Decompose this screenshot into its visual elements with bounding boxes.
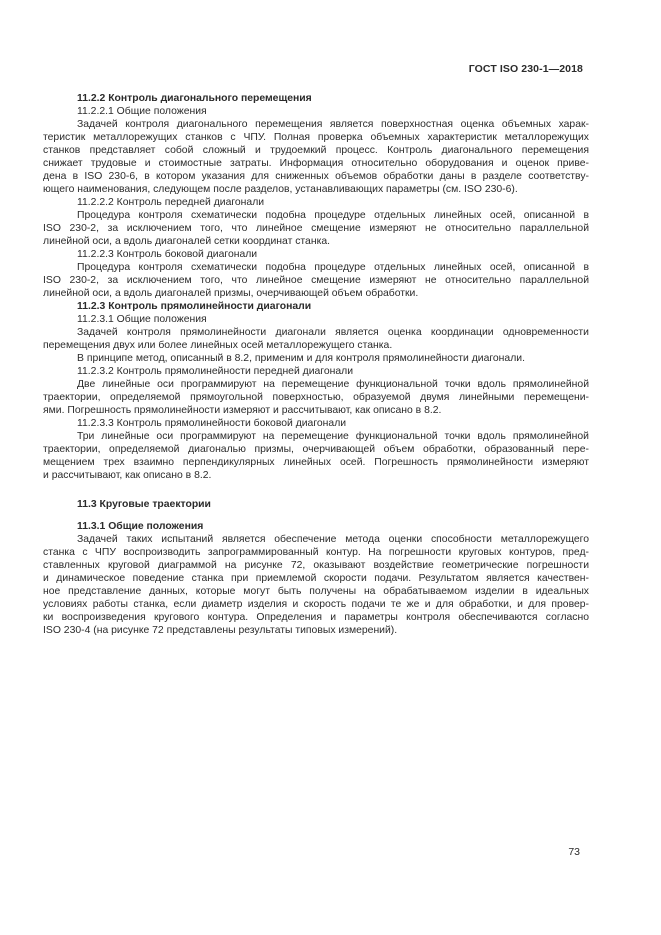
- paragraph-line: ставленных круговой диаграммой на рисунке 72, оказывают воздействие геометрические погрешности: [43, 560, 589, 571]
- section-heading: 11.3 Круговые траектории: [77, 499, 211, 510]
- paragraph-line: станков представляет собой сложный и трудоемкий процесс. Контроль диагонального перемещения: [43, 145, 589, 156]
- paragraph-line: снижает трудовые и стоимостные затраты. Информация относительно оборудования и оценок приве-: [43, 158, 589, 169]
- paragraph-line: дена в ISO 230-6, в котором указания для сниженных объемов обработки даны в разделе соответству-: [43, 171, 589, 182]
- subsection-heading: 11.2.3.2 Контроль прямолинейности передней диагонали: [77, 366, 354, 377]
- paragraph-line: ISO 230-4 (на рисунке 72 представлены результаты типовых измерений).: [43, 625, 398, 636]
- subsection-heading: 11.2.3.1 Общие положения: [77, 314, 207, 325]
- paragraph-line: траектории, определяемой диагональю призмы, очерчивающей объем обработки, образованный пере-: [43, 444, 589, 455]
- document-header: ГОСТ ISO 230-1—2018: [468, 63, 583, 75]
- paragraph-line: Процедура контроля схематически подобна процедуре отдельных линейных осей, описанной в: [77, 210, 589, 221]
- paragraph-line: ISO 230-2, за исключением того, что линейное смещение измеряют не относительно параллельной: [43, 223, 589, 234]
- paragraph-line: ки воспроизведения кругового контура. Определения и параметры контроля обеспечиваются согласно: [43, 612, 589, 623]
- paragraph-line: Процедура контроля схематически подобна процедуре отдельных линейных осей, описанной в: [77, 262, 589, 273]
- paragraph-line: Три линейные оси программируют на перемещение функциональной точки вдоль прямолинейной: [77, 431, 589, 442]
- subsection-heading: 11.2.3.3 Контроль прямолинейности боковой диагонали: [77, 418, 347, 429]
- paragraph-line: линейной оси, а вдоль диагоналей призмы, очерчивающей объем обработки.: [43, 288, 419, 299]
- paragraph-line: Задачей таких испытаний является обеспечение метода оценки способности металлорежущего: [77, 534, 589, 545]
- paragraph-line: ное представление данных, которые могут быть получены на обрабатываемом изделии в идеальных: [43, 586, 589, 597]
- paragraph-line: ющего наименования, следующем после разделов, устанавливающих параметры (см. ISO 230-6).: [43, 184, 518, 195]
- subsection-heading: 11.3.1 Общие положения: [77, 521, 204, 532]
- paragraph-line: В принципе метод, описанный в 8.2, применим и для контроля прямолинейности диагонали.: [77, 353, 525, 364]
- paragraph-line: теристик металлорежущих станков с ЧПУ. Полная проверка объемных характеристик металлорежущих: [43, 132, 589, 143]
- paragraph-line: ISO 230-2, за исключением того, что линейное смещение измеряют не относительно параллельной: [43, 275, 589, 286]
- paragraph-line: перемещения двух или более линейных осей металлорежущего станка.: [43, 340, 393, 351]
- section-heading: 11.2.3 Контроль прямолинейности диагонали: [77, 301, 312, 312]
- paragraph-line: ями. Погрешность прямолинейности измеряют и рассчитывают, как описано в 8.2.: [43, 405, 442, 416]
- paragraph-line: Задачей контроля прямолинейности диагонали является оценка координации одновременности: [77, 327, 589, 338]
- paragraph-line: Задачей контроля диагонального перемещения является поверхностная оценка объемных харак-: [77, 119, 589, 130]
- paragraph-line: условиях работы станка, если диаметр изделия и скорость подачи те же и для обработки, и для провер-: [43, 599, 589, 610]
- paragraph-line: траектории, определяемой прямоугольной поверхностью, образуемой двумя линейными перемещени-: [43, 392, 589, 403]
- paragraph-line: линейной оси, а вдоль диагоналей сетки координат станка.: [43, 236, 331, 247]
- paragraph-line: станка с ЧПУ воспроизводить запрограммированный контур. На погрешности круговых контуров, пред-: [43, 547, 589, 558]
- page-number: 73: [568, 846, 580, 858]
- paragraph-line: Две линейные оси программируют на перемещение функциональной точки вдоль прямолинейной: [77, 379, 589, 390]
- subsection-heading: 11.2.2.1 Общие положения: [77, 106, 207, 117]
- subsection-heading: 11.2.2.2 Контроль передней диагонали: [77, 197, 265, 208]
- paragraph-line: и динамическое поведение станка при приемлемой скорости подачи. Результатом является качествен-: [43, 573, 589, 584]
- subsection-heading: 11.2.2.3 Контроль боковой диагонали: [77, 249, 258, 260]
- paragraph-line: и рассчитывают, как описано в 8.2.: [43, 470, 212, 481]
- section-heading: 11.2.2 Контроль диагонального перемещения: [77, 93, 312, 104]
- paragraph-line: мещением трех взаимно перпендикулярных линейных осей. Погрешность прямолинейности измеряют: [43, 457, 589, 468]
